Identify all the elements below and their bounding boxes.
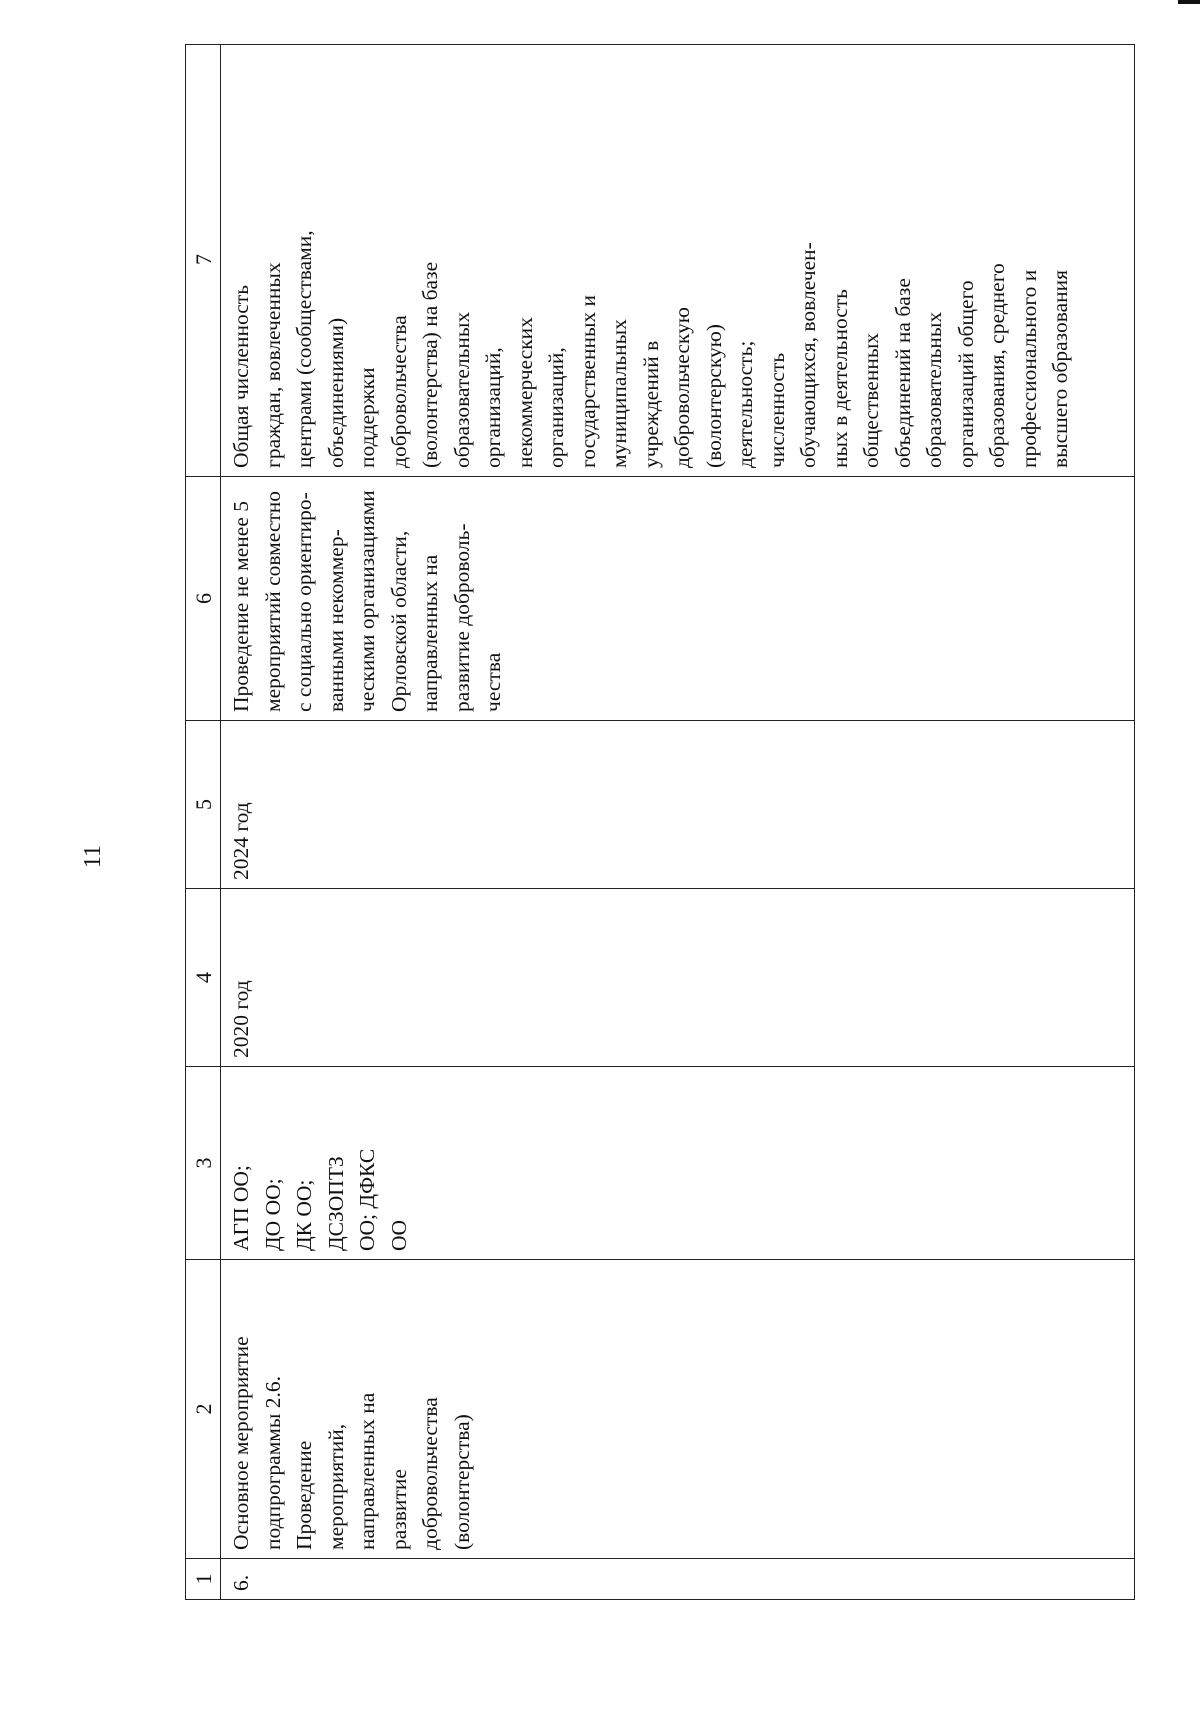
column-number: 3 [191, 1157, 216, 1169]
table-column-3 [186, 1066, 1134, 1259]
expected-result-cell: Проведение не менее 5 мероприятий совместно с социально ориентиро- ванными некоммер- ческими организациями Орловской области, направленных на развитие доброволь- чества [229, 490, 505, 712]
activity-name-cell: Основное мероприятие подпрограммы 2.6. Проведение мероприятий, направленных на развитие добровольчества (волонтерства) [229, 1336, 474, 1550]
activity-table [185, 44, 1135, 1600]
table-column-6 [186, 476, 1134, 720]
table-column-1 [186, 1558, 1134, 1599]
column-number: 2 [191, 1403, 216, 1415]
indicator-cell: Общая численность граждан, вовлеченных центрами (сообществами, объединениями) поддержки добровольчества (волонтерства) на базе образовательных организаций, некоммерческих организаций, государственных и муниципальных учреждений в добровольческую (волонтерскую) деятельность; численность обучающихся, вовлечен- ных в деятельность общественных объединений на базе образовательных организаций общего образования, среднего профессионального и высшего образования [229, 230, 1072, 468]
table-column-5 [186, 720, 1134, 888]
page-number: 11 [80, 844, 106, 869]
table-column-7 [186, 43, 1134, 476]
column-number: 1 [191, 1573, 216, 1585]
column-number: 7 [191, 254, 216, 265]
column-number: 4 [191, 972, 216, 983]
row-number-cell: 6. [229, 1574, 253, 1591]
table-column-4 [186, 888, 1134, 1066]
responsible-executors-cell: АГП ОО; ДО ОО; ДК ОО; ДСЗОПТЗ ОО; ДФКС ОО [229, 1148, 411, 1251]
column-number: 5 [191, 799, 216, 810]
table-column-2 [186, 1259, 1134, 1558]
start-year-cell: 2020 год [229, 980, 253, 1058]
column-number: 6 [191, 593, 216, 604]
end-year-cell: 2024 год [229, 802, 253, 880]
